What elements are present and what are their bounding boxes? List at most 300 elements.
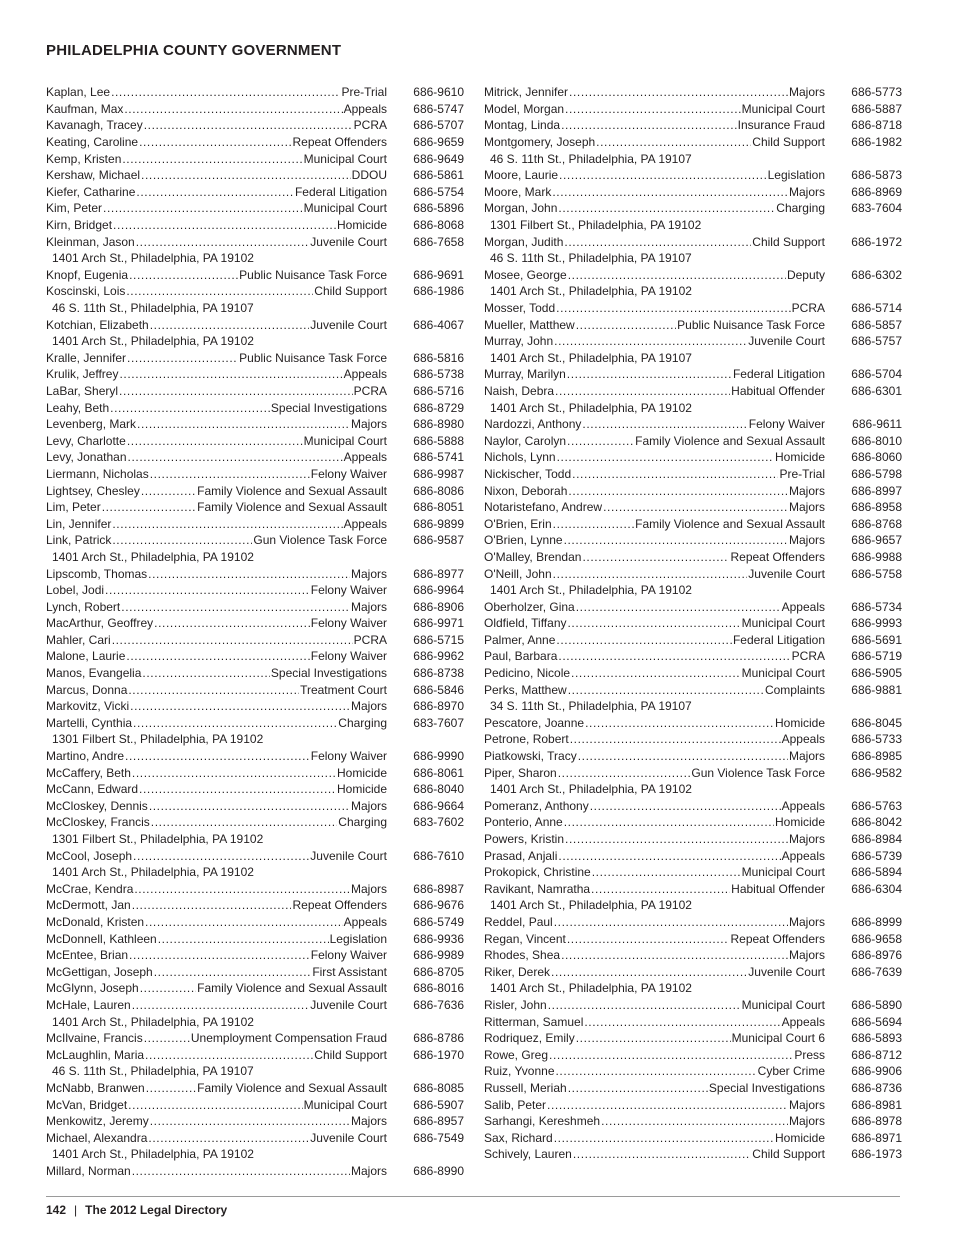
phone-number: 686-5816 <box>413 350 464 365</box>
division-name: Charging <box>338 715 387 730</box>
entry-name-division <box>46 782 387 796</box>
directory-entry <box>46 84 464 101</box>
dot-leader <box>561 948 788 962</box>
dot-leader <box>158 932 329 946</box>
phone-number: 686-5714 <box>851 301 902 316</box>
office-address: 34 S. 11th St., Philadelphia, PA 19107 <box>490 699 692 714</box>
division-name: Charging <box>776 201 825 216</box>
attorney-name: Ravikant, Namratha <box>484 881 591 896</box>
entry-name-division <box>484 550 825 564</box>
dot-leader <box>592 865 741 879</box>
address-line <box>484 698 902 715</box>
division-name: Public Nuisance Task Force <box>239 267 387 282</box>
office-address: 1301 Filbert St., Philadelphia, PA 19102 <box>52 732 264 747</box>
entry-name-division <box>46 517 387 531</box>
attorney-name: Perks, Matthew <box>484 682 567 697</box>
directory-entry <box>484 482 902 499</box>
directory-entry <box>484 798 902 815</box>
address-line <box>484 582 902 599</box>
entry-name-division <box>484 749 825 763</box>
dot-leader <box>122 152 302 166</box>
division-name: Felony Waiver <box>310 466 387 481</box>
division-name: Juvenile Court <box>310 317 387 332</box>
phone-number: 686-9657 <box>851 533 902 548</box>
attorney-name: Kiefer, Catharine <box>46 184 136 199</box>
dot-leader <box>148 1131 309 1145</box>
attorney-name: Sarhangi, Kereshmeh <box>484 1114 601 1129</box>
entry-name-division <box>484 932 825 946</box>
attorney-name: Manos, Evangelia <box>46 666 142 681</box>
entry-name-division <box>484 998 825 1012</box>
phone-number: 686-9989 <box>413 948 464 963</box>
phone-number: 686-7636 <box>413 997 464 1012</box>
entry-name-division <box>46 384 387 398</box>
attorney-name: Martino, Andre <box>46 749 125 764</box>
phone-number: 686-5873 <box>851 168 902 183</box>
division-name: PCRA <box>353 118 387 133</box>
directory-entry <box>46 582 464 599</box>
attorney-name: Kaufman, Max <box>46 101 124 116</box>
phone-number: 686-8969 <box>851 184 902 199</box>
attorney-name: Martelli, Cynthia <box>46 715 133 730</box>
page-footer <box>46 1203 227 1217</box>
entry-name-division <box>46 766 387 780</box>
directory-entry <box>46 632 464 649</box>
attorney-name: Malone, Laurie <box>46 649 126 664</box>
office-address: 46 S. 11th St., Philadelphia, PA 19107 <box>490 251 692 266</box>
footer-divider <box>46 1196 900 1197</box>
phone-number: 686-5757 <box>851 334 902 349</box>
directory-entry <box>484 117 902 134</box>
attorney-name: Powers, Kristin <box>484 832 565 847</box>
phone-number: 683-7604 <box>851 201 902 216</box>
division-name: Majors <box>788 483 825 498</box>
phone-number: 686-1986 <box>413 284 464 299</box>
directory-entry <box>484 598 902 615</box>
dot-leader <box>133 716 337 730</box>
dot-leader <box>130 699 350 713</box>
directory-entry <box>484 549 902 566</box>
directory-entry <box>484 814 902 831</box>
attorney-name: Levenberg, Mark <box>46 417 137 432</box>
entry-name-division <box>46 235 387 249</box>
entry-name-division <box>484 235 825 249</box>
phone-number: 686-1973 <box>851 1147 902 1162</box>
directory-entry <box>484 499 902 516</box>
attorney-name: Kim, Peter <box>46 201 103 216</box>
attorney-name: Marcus, Donna <box>46 682 128 697</box>
attorney-name: MacArthur, Geoffrey <box>46 616 154 631</box>
attorney-name: McHale, Lauren <box>46 997 131 1012</box>
division-name: Homicide <box>774 1130 825 1145</box>
division-name: Municipal Court 6 <box>731 1031 825 1046</box>
entry-name-division <box>484 334 825 348</box>
directory-entry <box>484 1063 902 1080</box>
address-line <box>46 549 464 566</box>
directory-entry <box>46 366 464 383</box>
dot-leader <box>568 484 788 498</box>
phone-number: 686-5741 <box>413 450 464 465</box>
division-name: Felony Waiver <box>310 649 387 664</box>
dot-leader <box>570 732 781 746</box>
phone-number: 686-5890 <box>851 997 902 1012</box>
entry-name-division <box>484 1098 825 1112</box>
entry-name-division <box>484 301 825 315</box>
dot-leader <box>571 666 741 680</box>
dot-leader <box>146 1081 196 1095</box>
division-name: Charging <box>338 815 387 830</box>
dot-leader <box>103 201 303 215</box>
directory-entry <box>46 283 464 300</box>
directory-entry <box>46 715 464 732</box>
division-name: PCRA <box>791 649 825 664</box>
phone-number: 686-5893 <box>851 1031 902 1046</box>
dot-leader <box>102 500 196 514</box>
dot-leader <box>578 749 788 763</box>
entry-name-division <box>46 218 387 232</box>
phone-number: 686-5861 <box>413 168 464 183</box>
division-name: Treatment Court <box>300 682 387 697</box>
entry-name-division <box>46 915 387 929</box>
division-name: Homicide <box>336 218 387 233</box>
attorney-name: Palmer, Anne <box>484 632 556 647</box>
phone-number: 686-5715 <box>413 632 464 647</box>
dot-leader <box>134 882 350 896</box>
division-name: Gun Violence Task Force <box>691 765 825 780</box>
division-name: Family Violence and Sexual Assault <box>635 433 825 448</box>
phone-number: 686-8768 <box>851 516 902 531</box>
entry-name-division <box>484 434 825 448</box>
entry-name-division <box>46 815 387 829</box>
attorney-name: McLaughlin, Maria <box>46 1047 145 1062</box>
division-name: Federal Litigation <box>732 367 825 382</box>
phone-number: 686-9676 <box>413 898 464 913</box>
phone-number: 683-7607 <box>413 715 464 730</box>
dot-leader <box>128 1098 302 1112</box>
division-name: Majors <box>788 749 825 764</box>
address-line <box>484 283 902 300</box>
entry-name-division <box>484 467 825 481</box>
directory-entry <box>484 1013 902 1030</box>
phone-number: 686-9611 <box>852 417 902 432</box>
phone-number: 686-5907 <box>413 1097 464 1112</box>
office-address: 1401 Arch St., Philadelphia, PA 19102 <box>52 1014 254 1029</box>
attorney-name: McDonald, Kristen <box>46 914 145 929</box>
attorney-name: McDonnell, Kathleen <box>46 931 157 946</box>
directory-entry <box>46 963 464 980</box>
entry-name-division <box>46 1048 387 1062</box>
directory-entry <box>46 1080 464 1097</box>
directory-entry <box>46 1163 464 1180</box>
attorney-name: Reddel, Paul <box>484 914 553 929</box>
division-name: Juvenile Court <box>310 1130 387 1145</box>
dot-leader <box>150 1114 350 1128</box>
phone-number: 686-5694 <box>851 1014 902 1029</box>
division-name: Family Violence and Sexual Assault <box>635 516 825 531</box>
directory-entry <box>46 947 464 964</box>
entry-name-division <box>484 168 825 182</box>
division-name: Public Nuisance Task Force <box>239 350 387 365</box>
dot-leader <box>557 450 774 464</box>
attorney-name: Nichols, Lynn <box>484 450 556 465</box>
attorney-name: McCloskey, Dennis <box>46 798 148 813</box>
directory-entry <box>46 217 464 234</box>
directory-entry <box>484 515 902 532</box>
division-name: Municipal Court <box>741 616 825 631</box>
phone-number: 686-8980 <box>413 417 464 432</box>
entry-name-division <box>46 716 387 730</box>
dot-leader <box>141 168 351 182</box>
entry-name-division <box>46 849 387 863</box>
dot-leader <box>554 334 747 348</box>
division-name: Federal Litigation <box>732 632 825 647</box>
division-name: Repeat Offenders <box>292 135 387 150</box>
phone-number: 686-9936 <box>413 931 464 946</box>
dot-leader <box>564 235 751 249</box>
division-name: Majors <box>350 699 387 714</box>
attorney-name: Pescatore, Joanne <box>484 715 585 730</box>
attorney-name: McCann, Edward <box>46 782 139 797</box>
dot-leader <box>567 367 732 381</box>
entry-name-division <box>484 1131 825 1145</box>
directory-entry <box>46 466 464 483</box>
directory-entry <box>484 665 902 682</box>
division-name: Felony Waiver <box>310 749 387 764</box>
attorney-name: Pedicino, Nicole <box>484 666 571 681</box>
attorney-name: Moore, Mark <box>484 184 552 199</box>
dot-leader <box>148 567 350 581</box>
office-address: 1401 Arch St., Philadelphia, PA 19102 <box>52 1147 254 1162</box>
office-address: 1401 Arch St., Philadelphia, PA 19102 <box>490 782 692 797</box>
directory-entry <box>484 449 902 466</box>
attorney-name: Millard, Norman <box>46 1163 131 1178</box>
entry-name-division <box>46 185 387 199</box>
directory-entry <box>484 432 902 449</box>
division-name: DDOU <box>351 168 387 183</box>
entry-name-division <box>484 384 825 398</box>
dot-leader <box>129 268 238 282</box>
division-name: Appeals <box>781 732 825 747</box>
entry-name-division <box>484 268 825 282</box>
attorney-name: Notaristefano, Andrew <box>484 500 603 515</box>
phone-number: 686-5738 <box>413 367 464 382</box>
dot-leader <box>132 898 292 912</box>
directory-entry <box>484 1096 902 1113</box>
directory-entry <box>484 267 902 284</box>
office-address: 1401 Arch St., Philadelphia, PA 19102 <box>490 284 692 299</box>
phone-number: 686-8999 <box>851 914 902 929</box>
entry-name-division <box>46 666 387 680</box>
phone-number: 686-5798 <box>851 466 902 481</box>
entry-name-division <box>46 799 387 813</box>
entry-name-division <box>46 567 387 581</box>
phone-number: 686-8976 <box>851 948 902 963</box>
entry-name-division <box>484 600 825 614</box>
entry-name-division <box>46 600 387 614</box>
address-line <box>46 864 464 881</box>
dot-leader <box>125 749 310 763</box>
directory-entry <box>46 101 464 118</box>
phone-number: 686-6304 <box>851 881 902 896</box>
dot-leader <box>601 1114 788 1128</box>
attorney-name: Krulik, Jeffrey <box>46 367 119 382</box>
entry-name-division <box>46 649 387 663</box>
directory-entry <box>46 897 464 914</box>
directory-entry <box>46 1113 464 1130</box>
attorney-name: McCrae, Kendra <box>46 881 134 896</box>
attorney-name: Paul, Barbara <box>484 649 558 664</box>
dot-leader <box>555 384 730 398</box>
attorney-name: Levy, Jonathan <box>46 450 127 465</box>
phone-number: 686-5716 <box>413 383 464 398</box>
phone-number: 686-8985 <box>851 749 902 764</box>
attorney-name: Ritterman, Samuel <box>484 1014 584 1029</box>
division-name: Municipal Court <box>741 997 825 1012</box>
entry-name-division <box>46 616 387 630</box>
page-number: 142 <box>46 1203 67 1217</box>
division-name: Juvenile Court <box>748 566 825 581</box>
entry-name-division <box>484 517 825 531</box>
entry-name-division <box>46 351 387 365</box>
directory-entry <box>46 267 464 284</box>
attorney-name: Model, Morgan <box>484 101 565 116</box>
division-name: Majors <box>788 948 825 963</box>
directory-entry <box>46 350 464 367</box>
phone-number: 686-7549 <box>413 1130 464 1145</box>
phone-number: 686-8970 <box>413 699 464 714</box>
division-name: Majors <box>350 599 387 614</box>
dot-leader <box>154 616 310 630</box>
directory-entry <box>484 681 902 698</box>
dot-leader <box>549 1048 793 1062</box>
attorney-name: Murray, John <box>484 334 554 349</box>
division-name: Habitual Offender <box>731 881 825 896</box>
dot-leader <box>136 235 310 249</box>
dot-leader <box>128 683 299 697</box>
entry-name-division <box>484 1064 825 1078</box>
address-line <box>46 731 464 748</box>
division-name: Family Violence and Sexual Assault <box>197 981 387 996</box>
directory-entry <box>46 316 464 333</box>
attorney-name: McIlvaine, Francis <box>46 1031 143 1046</box>
address-line <box>46 300 464 317</box>
attorney-name: Mosser, Todd <box>484 301 556 316</box>
division-name: Majors <box>350 798 387 813</box>
division-name: Habitual Offender <box>731 383 825 398</box>
dot-leader <box>112 517 342 531</box>
phone-number: 686-5719 <box>851 649 902 664</box>
attorney-name: Lim, Peter <box>46 500 101 515</box>
phone-number: 686-8042 <box>851 815 902 830</box>
entry-name-division <box>46 1031 387 1045</box>
office-address: 46 S. 11th St., Philadelphia, PA 19107 <box>490 151 692 166</box>
attorney-name: O'Malley, Brendan <box>484 549 582 564</box>
dot-leader <box>561 118 737 132</box>
address-line <box>46 250 464 267</box>
attorney-name: Sax, Richard <box>484 1130 553 1145</box>
division-name: Juvenile Court <box>310 848 387 863</box>
directory-entry <box>484 831 902 848</box>
directory-entry <box>484 366 902 383</box>
attorney-name: Kleinman, Jason <box>46 234 135 249</box>
entry-name-division <box>484 633 825 647</box>
directory-entry <box>484 383 902 400</box>
phone-number: 686-9987 <box>413 466 464 481</box>
directory-entry <box>484 466 902 483</box>
address-line <box>484 980 902 997</box>
dot-leader <box>565 832 788 846</box>
division-name: Majors <box>350 1163 387 1178</box>
attorney-name: Michael, Alexandra <box>46 1130 148 1145</box>
dot-leader <box>582 550 729 564</box>
directory-entry <box>46 665 464 682</box>
dot-leader <box>569 85 788 99</box>
office-address: 46 S. 11th St., Philadelphia, PA 19107 <box>52 301 254 316</box>
dot-leader <box>144 1031 190 1045</box>
directory-entry <box>484 316 902 333</box>
attorney-name: Moore, Laurie <box>484 168 559 183</box>
directory-entry <box>484 947 902 964</box>
dot-leader <box>565 102 741 116</box>
dot-leader <box>547 1098 788 1112</box>
phone-number: 686-8984 <box>851 832 902 847</box>
dot-leader <box>558 766 691 780</box>
phone-number: 686-5857 <box>851 317 902 332</box>
entry-name-division <box>46 450 387 464</box>
phone-number: 686-9906 <box>851 1064 902 1079</box>
division-name: Felony Waiver <box>310 616 387 631</box>
entry-name-division <box>46 484 387 498</box>
entry-name-division <box>46 699 387 713</box>
entry-name-division <box>484 732 825 746</box>
division-name: Federal Litigation <box>294 184 387 199</box>
office-address: 1401 Arch St., Philadelphia, PA 19107 <box>490 350 692 365</box>
entry-name-division <box>484 1031 825 1045</box>
division-name: Repeat Offenders <box>292 898 387 913</box>
directory-entry <box>46 748 464 765</box>
attorney-name: McVan, Bridget <box>46 1097 128 1112</box>
dot-leader <box>112 533 252 547</box>
phone-number: 686-8786 <box>413 1031 464 1046</box>
phone-number: 686-5691 <box>851 632 902 647</box>
phone-number: 686-5846 <box>413 682 464 697</box>
dot-leader <box>568 268 786 282</box>
division-name: Special Investigations <box>270 400 387 415</box>
entry-name-division <box>46 467 387 481</box>
division-name: Appeals <box>781 848 825 863</box>
phone-number: 686-8712 <box>851 1047 902 1062</box>
division-name: Child Support <box>752 135 825 150</box>
entry-name-division <box>484 185 825 199</box>
directory-entry <box>484 615 902 632</box>
dot-leader <box>105 583 310 597</box>
entry-name-division <box>484 882 825 896</box>
attorney-name: O'Brien, Lynne <box>484 533 563 548</box>
division-name: Municipal Court <box>303 201 387 216</box>
division-name: Homicide <box>336 765 387 780</box>
phone-number: 686-8971 <box>851 1130 902 1145</box>
division-name: Majors <box>788 914 825 929</box>
phone-number: 686-6302 <box>851 267 902 282</box>
attorney-name: Regan, Vincent <box>484 931 566 946</box>
attorney-name: Kavanagh, Tracey <box>46 118 143 133</box>
entry-name-division <box>46 118 387 132</box>
division-name: Legislation <box>767 168 825 183</box>
directory-entry <box>484 1080 902 1097</box>
dot-leader <box>590 799 781 813</box>
phone-number: 686-8977 <box>413 566 464 581</box>
entry-name-division <box>46 583 387 597</box>
